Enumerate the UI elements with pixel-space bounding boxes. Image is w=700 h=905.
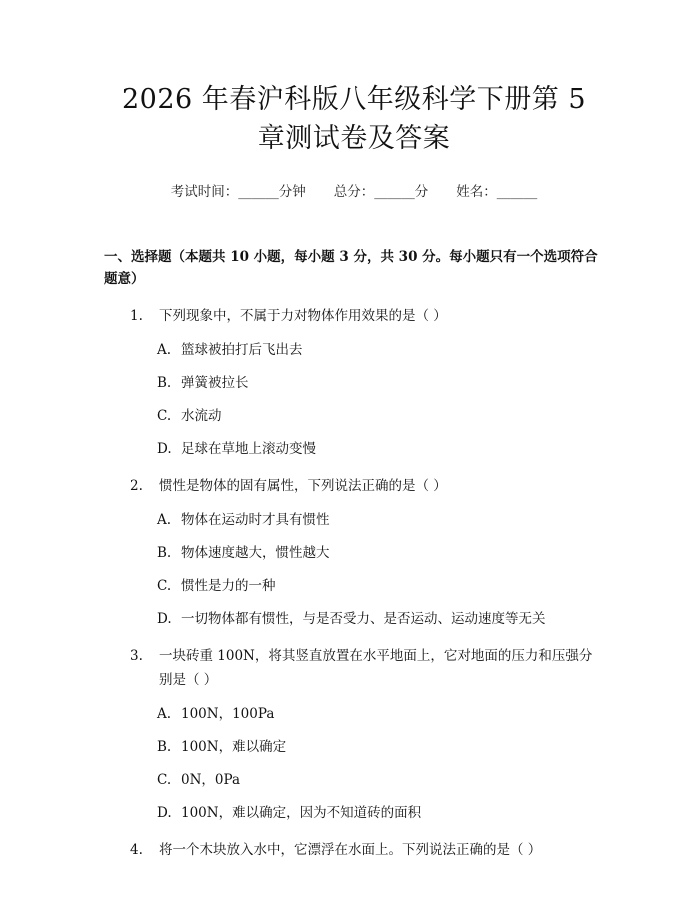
- question-number: 1.: [130, 308, 143, 324]
- option-label: B.: [157, 375, 172, 391]
- question-text: 一块砖重 100N，将其竖直放置在水平地面上，它对地面的压力和压强分别是（ ）: [159, 648, 593, 688]
- option-a: [104, 339, 604, 361]
- question-2: [104, 474, 604, 498]
- question-number: 4.: [130, 842, 143, 858]
- option-c: [104, 769, 604, 791]
- option-a: [104, 703, 604, 725]
- option-text: 物体速度越大，惯性越大: [181, 545, 330, 561]
- option-text: 足球在草地上滚动变慢: [181, 441, 316, 457]
- question-text: 惯性是物体的固有属性，下列说法正确的是（ ）: [159, 478, 447, 494]
- question-text: 将一个木块放入水中，它漂浮在水面上。下列说法正确的是（ ）: [159, 842, 542, 858]
- option-label: C.: [157, 408, 172, 424]
- option-text: 0N，0Pa: [181, 772, 241, 788]
- option-label: B.: [157, 739, 172, 755]
- option-label: D.: [157, 441, 172, 457]
- exam-info-line: [104, 180, 604, 200]
- option-text: 一切物体都有惯性，与是否受力、是否运动、运动速度等无关: [181, 611, 546, 627]
- option-text: 100N，难以确定: [181, 739, 287, 755]
- option-c: [104, 575, 604, 597]
- total-score-label: 总分：______分: [333, 184, 429, 200]
- option-a: [104, 509, 604, 531]
- question-3-options: [104, 703, 604, 824]
- option-label: C.: [157, 772, 172, 788]
- document-title: 2026 年春沪科版八年级科学下册第 5 章测试卷及答案: [121, 84, 587, 154]
- option-c: [104, 405, 604, 427]
- option-text: 水流动: [181, 408, 222, 424]
- question-4: [104, 838, 604, 862]
- option-b: [104, 372, 604, 394]
- question-1: [104, 304, 604, 328]
- option-label: A.: [157, 512, 172, 528]
- option-text: 100N，难以确定，因为不知道砖的面积: [181, 805, 422, 821]
- option-label: D.: [157, 611, 172, 627]
- question-2-options: [104, 509, 604, 630]
- option-text: 惯性是力的一种: [181, 578, 276, 594]
- question-3: [104, 644, 604, 692]
- option-text: 弹簧被拉长: [181, 375, 249, 391]
- question-text: 下列现象中，不属于力对物体作用效果的是（ ）: [159, 308, 447, 324]
- option-label: A.: [157, 342, 172, 358]
- option-b: [104, 542, 604, 564]
- option-d: [104, 802, 604, 824]
- section-heading: 一、选择题（本题共 10 小题，每小题 3 分，共 30 分。每小题只有一个选项符合题意）: [104, 249, 598, 287]
- option-label: B.: [157, 545, 172, 561]
- option-d: [104, 438, 604, 460]
- option-label: A.: [157, 706, 172, 722]
- option-label: D.: [157, 805, 172, 821]
- question-number: 3.: [130, 648, 143, 664]
- question-number: 2.: [130, 478, 143, 494]
- option-text: 100N，100Pa: [181, 706, 275, 722]
- option-d: [104, 608, 604, 630]
- option-text: 篮球被拍打后飞出去: [181, 342, 303, 358]
- student-name-label: 姓名：______: [456, 184, 538, 200]
- exam-time-label: 考试时间：______分钟: [170, 184, 306, 200]
- option-text: 物体在运动时才具有惯性: [181, 512, 330, 528]
- option-label: C.: [157, 578, 172, 594]
- option-b: [104, 736, 604, 758]
- question-1-options: [104, 339, 604, 460]
